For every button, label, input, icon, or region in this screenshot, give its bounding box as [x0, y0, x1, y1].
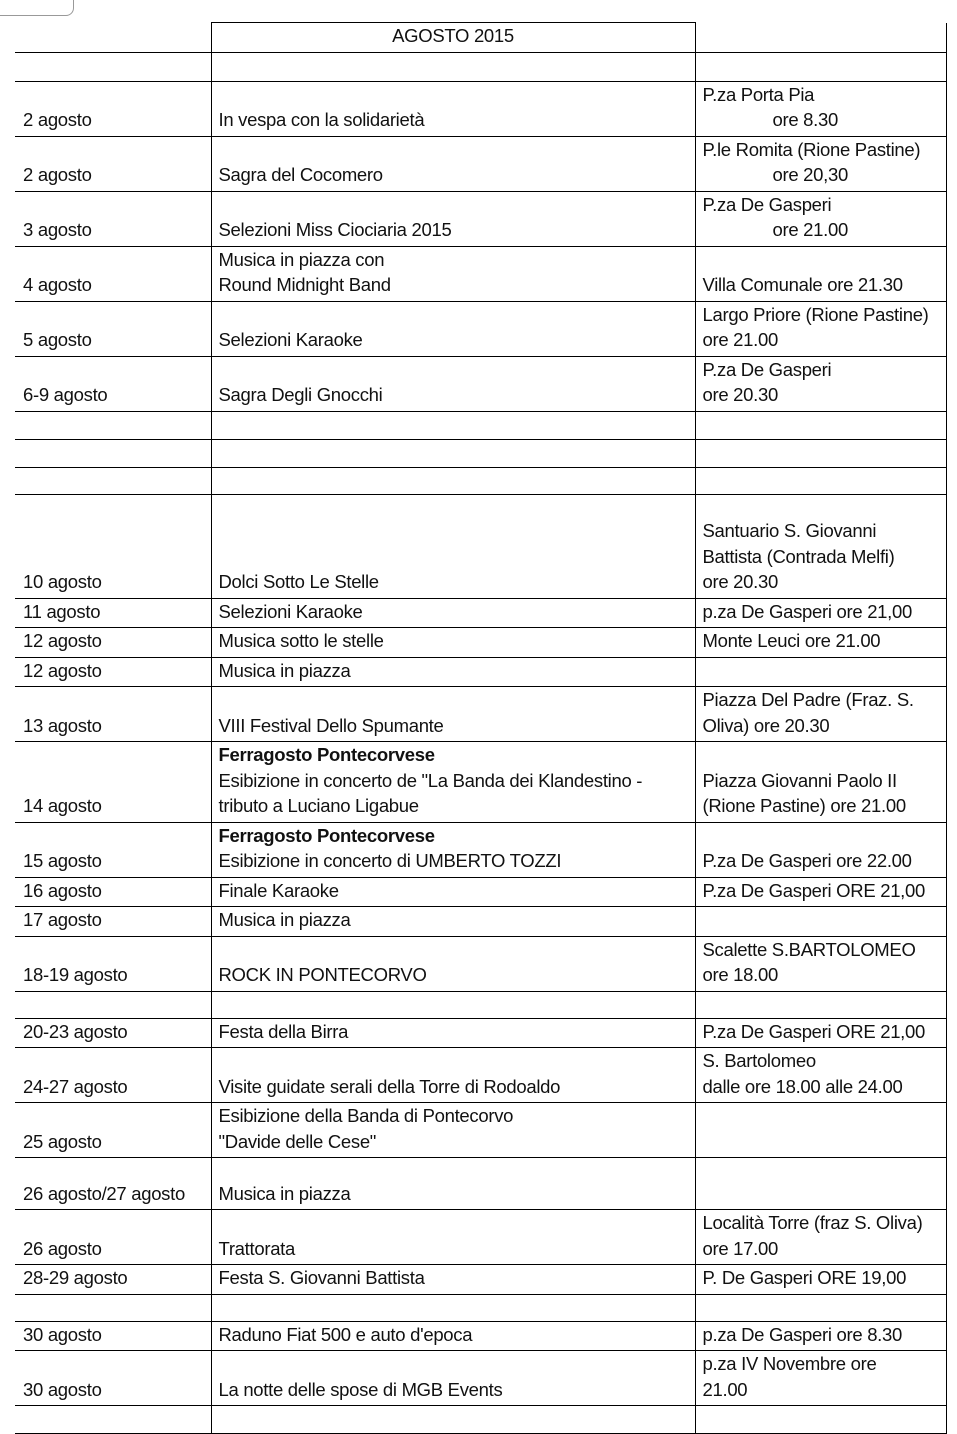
event-place-line: P.za De Gasperi: [702, 358, 832, 380]
event-title-line: Visite guidate serali della Torre di Rodoaldo: [218, 1075, 561, 1097]
event-place: [695, 877, 946, 907]
event-title-line: Musica in piazza: [218, 659, 351, 681]
event-place: [695, 907, 946, 937]
event-place-line: ore 17.00: [702, 1237, 778, 1259]
event-title-line: Trattorata: [218, 1237, 296, 1259]
table-row: [15, 1018, 946, 1048]
event-date: [15, 1406, 211, 1434]
event-title-line: Selezioni Miss Ciociaria 2015: [218, 219, 452, 240]
event-title-line: Sagra Degli Gnocchi: [218, 384, 383, 405]
event-date: [15, 598, 211, 628]
event-date-text: 3 agosto: [23, 219, 92, 240]
tab-corner: [0, 0, 74, 16]
header-empty-left: [15, 23, 211, 53]
event-place-line: Piazza Del Padre (Fraz. S.: [702, 689, 914, 710]
event-place: [695, 467, 946, 494]
event-date-text: 6-9 agosto: [23, 384, 108, 405]
table-title: AGOSTO 2015: [211, 23, 695, 53]
event-title-line: Festa S. Giovanni Battista: [218, 1267, 425, 1288]
event-place: [695, 742, 946, 823]
event-date-text: 16 agosto: [23, 879, 102, 901]
table-row: [15, 1158, 946, 1210]
event-place: [695, 301, 946, 356]
event-date: [15, 1294, 211, 1321]
event-date: [15, 246, 211, 301]
event-date: [15, 877, 211, 907]
table-row: [15, 1406, 946, 1434]
event-title: [211, 191, 695, 246]
table-row: [15, 991, 946, 1018]
event-title: [211, 907, 695, 937]
event-place-line: Villa Comunale ore 21.30: [702, 274, 903, 295]
event-title: [211, 1048, 695, 1103]
event-date-text: 12 agosto: [23, 659, 102, 681]
table-row: [15, 822, 946, 877]
table-row: [15, 467, 946, 494]
event-place: [695, 1048, 946, 1103]
event-title-line: Festa della Birra: [218, 1020, 349, 1042]
table-row: [15, 936, 946, 991]
event-date: [15, 467, 211, 494]
event-title-line: Esibizione della Banda di Pontecorvo: [218, 1105, 514, 1126]
event-place-line: P.za De Gasperi ore 22.00: [702, 850, 912, 871]
event-title-line: In vespa con la solidarietà: [218, 109, 425, 130]
event-title: [211, 439, 695, 467]
event-place: [695, 81, 946, 136]
event-title: [211, 598, 695, 628]
event-place-line: Monte Leuci ore 21.00: [702, 630, 881, 651]
event-place-line: ore 20,30: [772, 164, 848, 185]
event-place: [695, 991, 946, 1018]
event-place-line: Piazza Giovanni Paolo II: [702, 769, 897, 791]
event-date: [15, 936, 211, 991]
event-title: [211, 742, 695, 823]
event-place-line: ore 21.00: [772, 219, 848, 240]
event-place: [695, 1351, 946, 1406]
event-date: [15, 1158, 211, 1210]
table-row: [15, 301, 946, 356]
event-date: [15, 439, 211, 467]
event-date: [15, 1048, 211, 1103]
event-date-text: 12 agosto: [23, 630, 102, 651]
event-date-text: 28-29 agosto: [23, 1267, 128, 1288]
event-date-text: 25 agosto: [23, 1130, 102, 1152]
event-date: [15, 742, 211, 823]
event-date: [15, 687, 211, 742]
event-place-line: Scalette S.BARTOLOMEO: [702, 938, 916, 960]
event-date: [15, 1210, 211, 1265]
event-title: [211, 356, 695, 411]
table-row: [15, 439, 946, 467]
event-title-line: Ferragosto Pontecorvese: [218, 824, 435, 846]
event-date-text: 2 agosto: [23, 109, 92, 130]
event-place: [695, 439, 946, 467]
table-row: [15, 1265, 946, 1295]
event-date-text: 4 agosto: [23, 274, 92, 295]
event-place-line: 21.00: [702, 1378, 748, 1400]
event-title: [211, 1265, 695, 1295]
event-date: [15, 81, 211, 136]
event-date: [15, 191, 211, 246]
event-place: [695, 1406, 946, 1434]
table-row: [15, 1048, 946, 1103]
table-row: [15, 494, 946, 598]
event-place: [695, 598, 946, 628]
event-place-line: (Rione Pastine) ore 21.00: [702, 795, 906, 816]
event-title: [211, 1294, 695, 1321]
event-title: [211, 494, 695, 598]
event-title: [211, 1321, 695, 1351]
event-title-line: Selezioni Karaoke: [218, 329, 363, 350]
event-place-line: p.za De Gasperi ore 8.30: [702, 1323, 902, 1345]
event-title: [211, 1158, 695, 1210]
event-place-line: P.le Romita (Rione Pastine): [702, 138, 921, 160]
event-place: [695, 657, 946, 687]
event-date: [15, 301, 211, 356]
event-date: [15, 494, 211, 598]
event-place-line: ore 18.00: [702, 964, 778, 985]
event-date: [15, 411, 211, 439]
event-place-line: P. De Gasperi ORE 19,00: [702, 1267, 907, 1288]
event-title: [211, 1018, 695, 1048]
event-title-line: Musica in piazza: [218, 1182, 351, 1204]
event-title: [211, 1351, 695, 1406]
header-empty-right: [695, 23, 946, 53]
event-place-line: P.za De Gasperi ORE 21,00: [702, 1020, 926, 1042]
event-date: [15, 52, 211, 81]
table-row: [15, 877, 946, 907]
event-place-line: Santuario S. Giovanni: [702, 520, 877, 541]
event-date-text: 5 agosto: [23, 329, 92, 350]
table-row: [15, 1321, 946, 1351]
table-row: [15, 411, 946, 439]
event-title-line: Dolci Sotto Le Stelle: [218, 571, 379, 592]
schedule-table: [15, 22, 947, 1434]
event-date: [15, 991, 211, 1018]
event-place: [695, 494, 946, 598]
event-title-line: ROCK IN PONTECORVO: [218, 964, 427, 985]
event-title: [211, 136, 695, 191]
event-place-line: P.za Porta Pia: [702, 83, 815, 105]
event-date-text: 15 agosto: [23, 850, 102, 871]
event-place: [695, 411, 946, 439]
table-row: [15, 81, 946, 136]
event-place: [695, 628, 946, 658]
event-title: [211, 467, 695, 494]
table-row: [15, 1294, 946, 1321]
event-place-line: ore 8.30: [772, 109, 838, 130]
event-title-line: La notte delle spose di MGB Events: [218, 1378, 503, 1400]
event-title-line: Musica sotto le stelle: [218, 630, 384, 651]
event-place: [695, 52, 946, 81]
event-title-line: "Davide delle Cese": [218, 1130, 377, 1152]
event-title-line: VIII Festival Dello Spumante: [218, 714, 444, 736]
event-title-line: Esibizione in concerto di UMBERTO TOZZI: [218, 850, 562, 871]
table-row: [15, 1210, 946, 1265]
event-date-text: 18-19 agosto: [23, 964, 128, 985]
event-place: [695, 936, 946, 991]
event-title-line: Finale Karaoke: [218, 879, 339, 901]
event-place: [695, 1018, 946, 1048]
event-date: [15, 1351, 211, 1406]
event-place-line: Largo Priore (Rione Pastine): [702, 303, 929, 325]
table-row: [15, 1103, 946, 1158]
event-date: [15, 907, 211, 937]
event-place-line: ore 21.00: [702, 329, 778, 350]
event-date: [15, 628, 211, 658]
event-date-text: 11 agosto: [23, 600, 101, 622]
event-place: [695, 191, 946, 246]
event-place-line: p.za IV Novembre ore: [702, 1353, 877, 1374]
event-title-line: Esibizione in concerto de "La Banda dei Klandestino -: [218, 769, 643, 791]
event-title: [211, 1103, 695, 1158]
table-row: [15, 191, 946, 246]
event-date-text: 24-27 agosto: [23, 1075, 128, 1097]
event-date: [15, 1103, 211, 1158]
table-row: [15, 628, 946, 658]
event-date-text: 17 agosto: [23, 909, 102, 930]
event-date-text: 2 agosto: [23, 164, 92, 185]
event-title: [211, 52, 695, 81]
event-place: [695, 1210, 946, 1265]
event-date: [15, 1265, 211, 1295]
event-place: [695, 1265, 946, 1295]
event-title-line: tributo a Luciano Ligabue: [218, 795, 419, 816]
event-title-line: Ferragosto Pontecorvese: [218, 744, 435, 765]
event-place-line: dalle ore 18.00 alle 24.00: [702, 1075, 903, 1097]
event-title: [211, 687, 695, 742]
event-date: [15, 136, 211, 191]
event-date: [15, 1018, 211, 1048]
event-title-line: Raduno Fiat 500 e auto d'epoca: [218, 1323, 473, 1345]
table-row: [15, 687, 946, 742]
event-place: [695, 356, 946, 411]
table-row: [15, 246, 946, 301]
event-title: [211, 628, 695, 658]
event-title-line: Sagra del Cocomero: [218, 164, 383, 185]
event-title-line: Musica in piazza con: [218, 248, 385, 270]
event-date-text: 30 agosto: [23, 1378, 102, 1400]
event-place-line: P.za De Gasperi ORE 21,00: [702, 879, 926, 901]
event-place-line: ore 20.30: [702, 384, 778, 405]
event-date-text: 10 agosto: [23, 571, 102, 592]
event-date-text: 13 agosto: [23, 714, 102, 736]
event-title-line: Musica in piazza: [218, 909, 351, 930]
event-place-line: S. Bartolomeo: [702, 1050, 816, 1071]
event-place: [695, 1158, 946, 1210]
event-place: [695, 1103, 946, 1158]
event-place: [695, 822, 946, 877]
event-date: [15, 356, 211, 411]
event-date-text: 20-23 agosto: [23, 1020, 128, 1042]
table-row: [15, 907, 946, 937]
event-place: [695, 246, 946, 301]
event-title: [211, 877, 695, 907]
event-title: [211, 991, 695, 1018]
table-row: [15, 136, 946, 191]
table-row: [15, 52, 946, 81]
event-place-line: ore 20.30: [702, 571, 778, 592]
event-place: [695, 136, 946, 191]
event-date: [15, 822, 211, 877]
event-date-text: 30 agosto: [23, 1323, 102, 1345]
event-title-line: Selezioni Karaoke: [218, 600, 363, 622]
event-date: [15, 657, 211, 687]
event-title: [211, 1210, 695, 1265]
table-row: [15, 657, 946, 687]
event-place: [695, 1321, 946, 1351]
event-title: [211, 301, 695, 356]
event-date-text: 26 agosto: [23, 1237, 102, 1259]
event-place-line: Oliva) ore 20.30: [702, 714, 830, 736]
event-date-text: 26 agosto/27 agosto: [23, 1182, 185, 1204]
event-place-line: p.za De Gasperi ore 21,00: [702, 600, 912, 622]
table-row: [15, 742, 946, 823]
event-place: [695, 1294, 946, 1321]
event-title: [211, 246, 695, 301]
event-date: [15, 1321, 211, 1351]
table-row: [15, 356, 946, 411]
event-title: [211, 1406, 695, 1434]
event-title: [211, 822, 695, 877]
table-header-row: [15, 23, 946, 53]
event-place-line: P.za De Gasperi: [702, 193, 832, 215]
event-title-line: Round Midnight Band: [218, 274, 391, 295]
event-title: [211, 657, 695, 687]
event-title: [211, 81, 695, 136]
table-row: [15, 1351, 946, 1406]
event-place: [695, 687, 946, 742]
table-row: [15, 598, 946, 628]
event-place-line: Località Torre (fraz S. Oliva): [702, 1212, 923, 1233]
event-place-line: Battista (Contrada Melfi): [702, 545, 895, 567]
event-title: [211, 936, 695, 991]
event-date-text: 14 agosto: [23, 795, 102, 816]
event-title: [211, 411, 695, 439]
